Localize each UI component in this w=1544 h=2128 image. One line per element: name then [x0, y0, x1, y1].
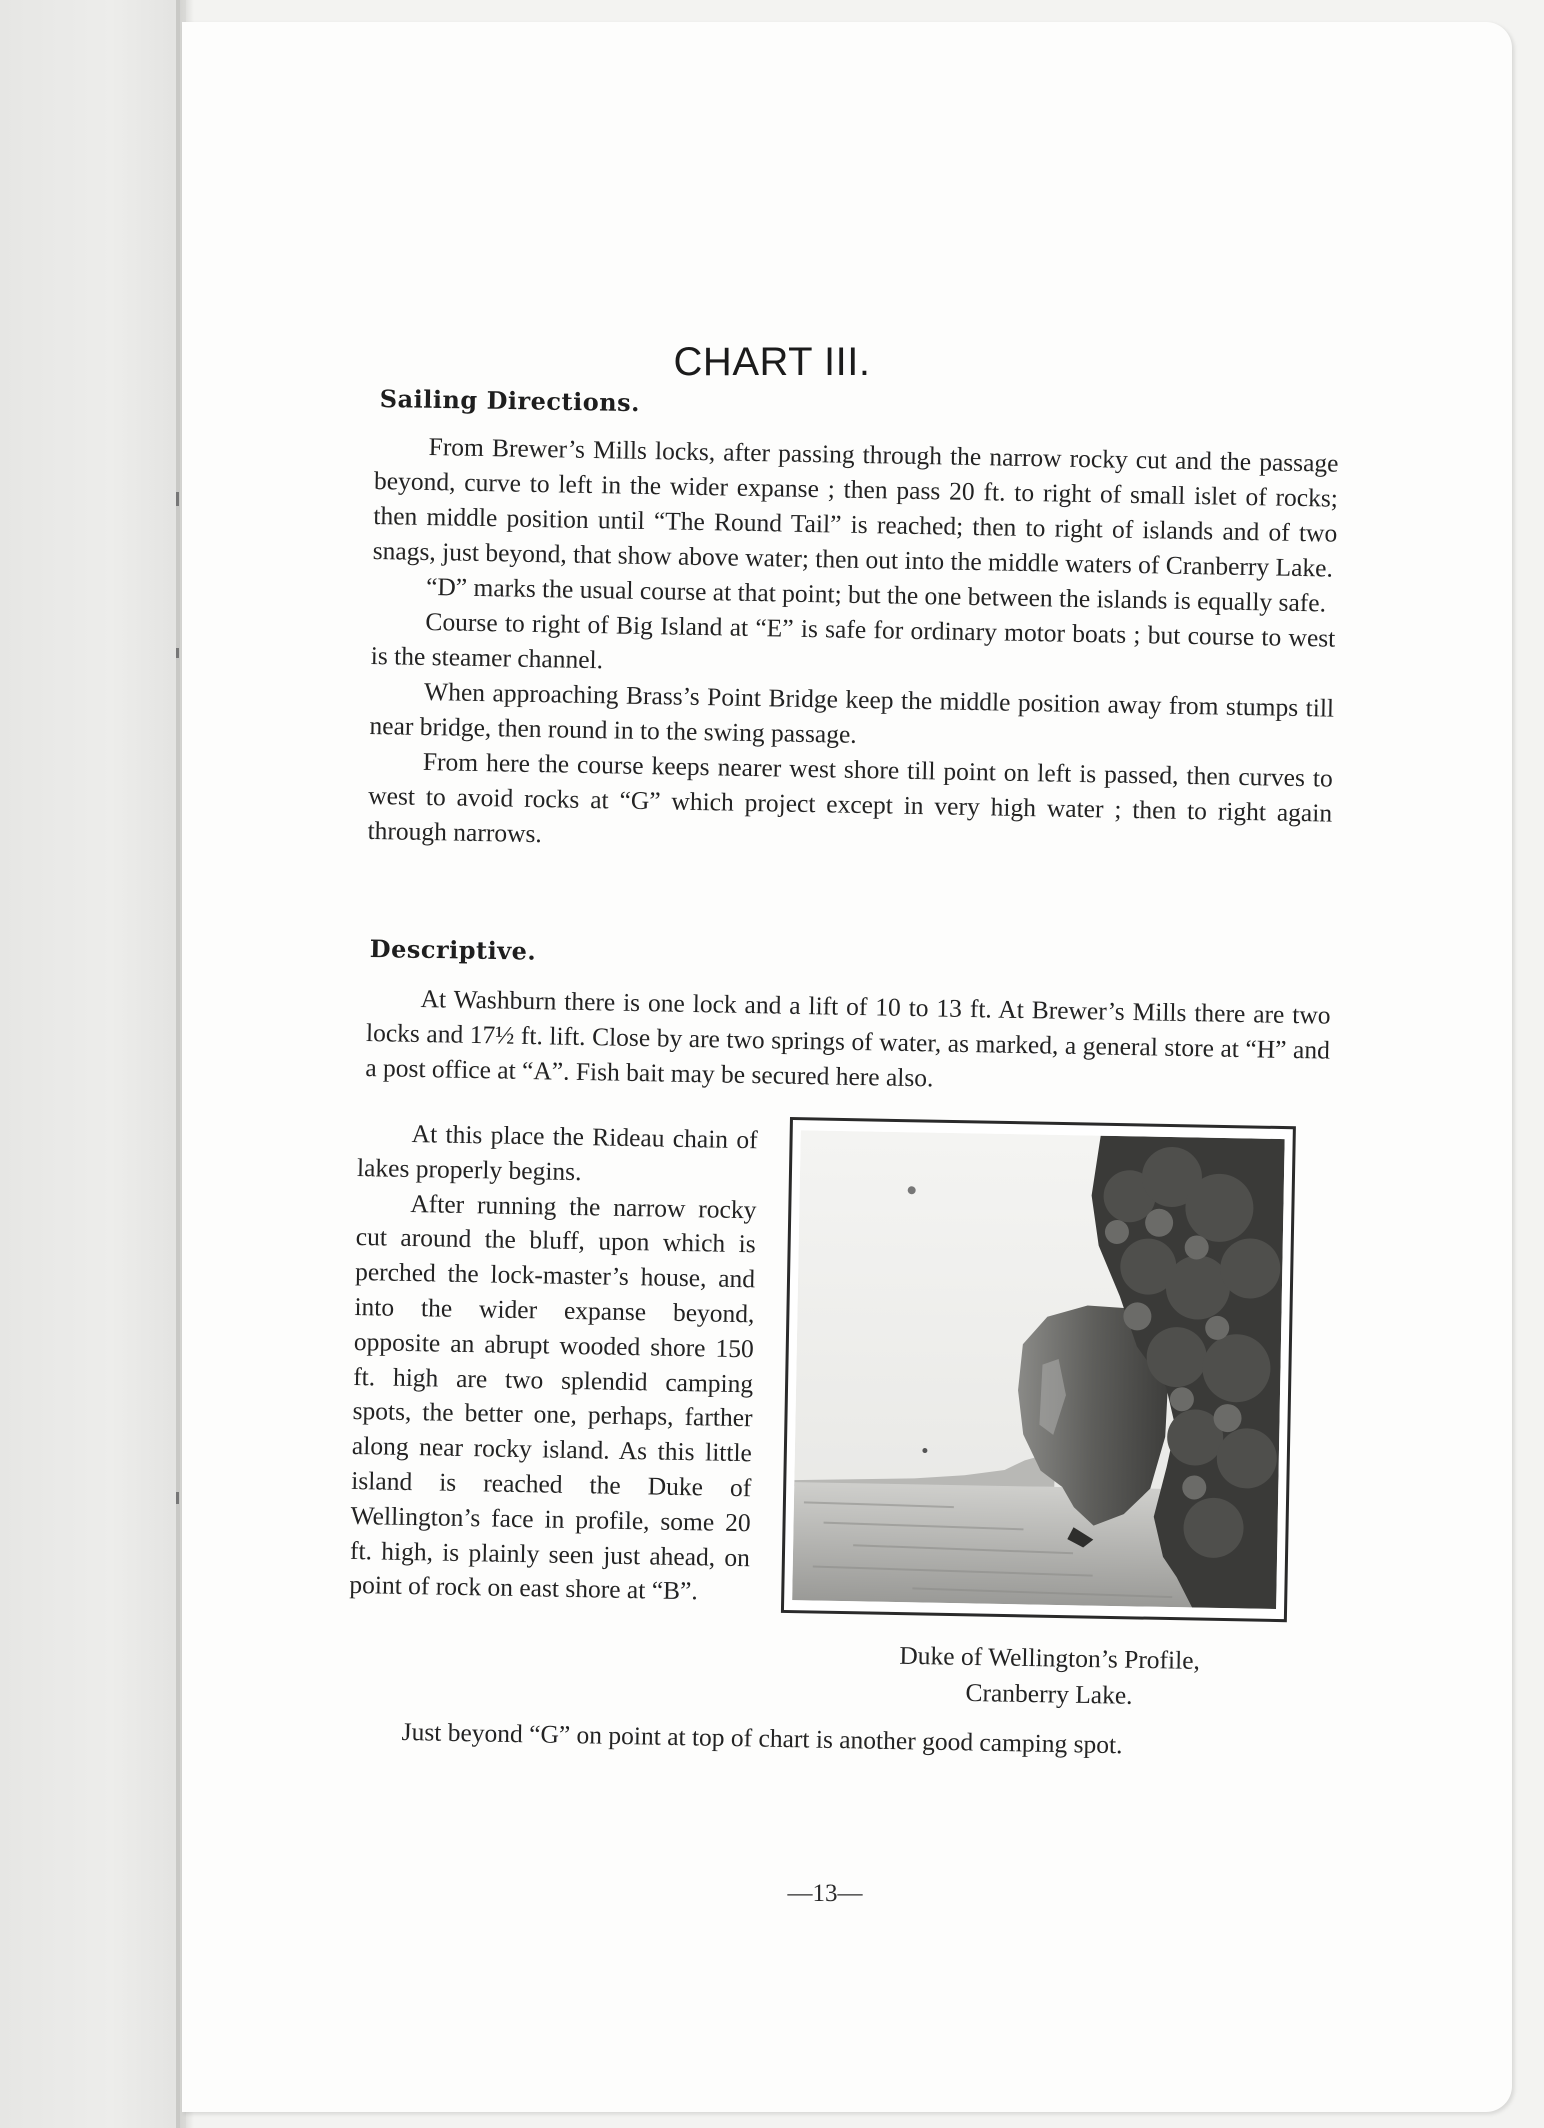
closing-text: Just beyond “G” on point at top of chart is another good camping spot.	[401, 1716, 1123, 1760]
sailing-directions-body	[367, 428, 1339, 866]
descriptive-paragraph: After running the narrow rocky cut around the bluff, upon which is perched the lock-master’s house, and into the wider expanse beyond, opposite an abrupt wooded shore 150 ft. high are two splendid camping spots, the better one, perhaps, farther along near rocky island. As this little island is reached the Duke of Wellington’s face in profile, some 20 ft. high, is plainly seen just ahead, on point of rock on east shore at “B”.	[349, 1188, 757, 1606]
binding-mark	[176, 648, 179, 658]
descriptive-paragraph: At Washburn there is one lock and a lift of 10 to 13 ft. At Brewer’s Mills there are two locks and 17½ ft. lift. Close by are two springs of water, as marked, a general store at “H” and a post office at “A”. Fish bait may be secured here also.	[365, 983, 1331, 1093]
descriptive-narrow-column	[349, 1116, 758, 1610]
descriptive-paragraph: At this place the Rideau chain of lakes properly begins.	[356, 1118, 758, 1186]
sailing-paragraph: From here the course keeps nearer west shore till point on left is passed, then curves to west to avoid rocks at “G” which project except in very high water ; then to right again through narrows.	[367, 746, 1334, 849]
sailing-directions-heading: Sailing Directions.	[379, 384, 641, 418]
sailing-paragraph: “D” marks the usual course at that point; but the one between the islands is equally safe.	[425, 571, 1327, 618]
photo-caption	[799, 1636, 1300, 1717]
duke-of-wellington-photo	[781, 1117, 1296, 1622]
photo-illustration	[792, 1130, 1285, 1609]
page-title: CHART III.	[673, 340, 871, 384]
page-number: —13—	[787, 1880, 863, 1907]
caption-line-1: Duke of Wellington’s Profile,	[899, 1640, 1201, 1675]
binding-mark	[176, 1492, 179, 1504]
sailing-paragraph: Course to right of Big Island at “E” is safe for ordinary motor boats ; but course to west is the steamer channel.	[370, 606, 1336, 675]
left-page-edge	[0, 0, 186, 2128]
sailing-paragraph: When approaching Brass’s Point Bridge keep the middle position away from stumps till near bridge, then round in to the swing passage.	[369, 676, 1335, 749]
sailing-paragraph: From Brewer’s Mills locks, after passing through the narrow rocky cut and the passage beyond, curve to left in the wider expanse ; then pass 20 ft. to right of small islet of rocks; then middle position until “The Round Tail” is reached; then to right of islands and of two snags, just beyond, that show above water; then out into the middle waters of Cranberry Lake.	[372, 431, 1339, 583]
binding-mark	[176, 492, 179, 506]
descriptive-heading: Descriptive.	[369, 934, 537, 966]
descriptive-wide-paragraph	[365, 980, 1331, 1103]
caption-line-2: Cranberry Lake.	[965, 1677, 1133, 1710]
